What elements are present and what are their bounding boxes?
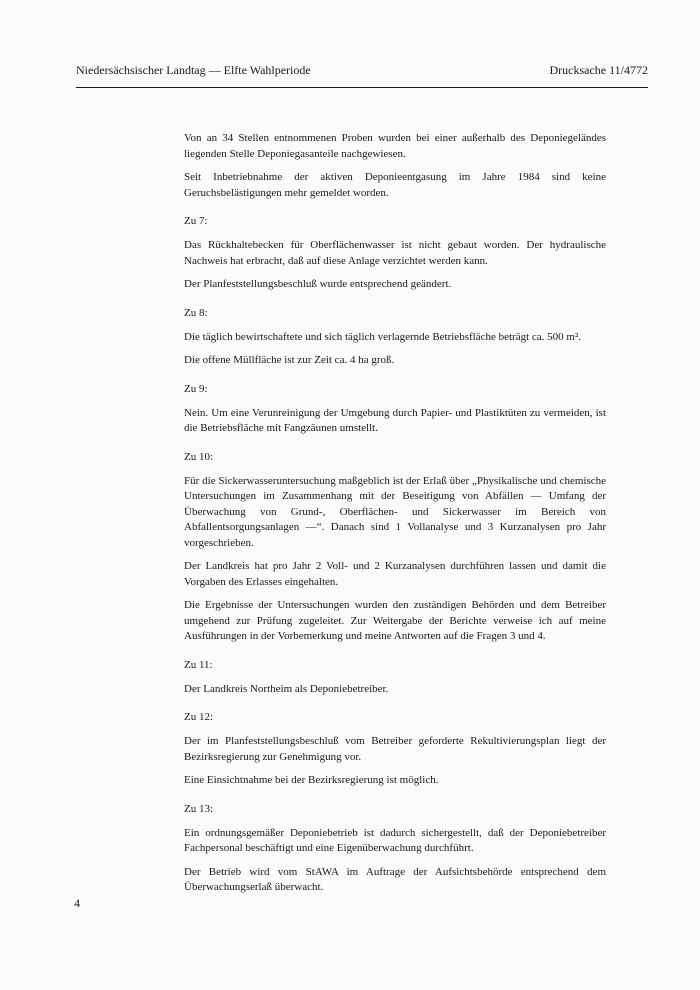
section-heading-zu-10: Zu 10: xyxy=(184,450,214,463)
page-header xyxy=(76,63,648,78)
paragraph: Nein. Um eine Verunreinigung der Umgebung durch Papier- und Plastiktüten zu vermeiden, ist die Betriebsfläche mit Fangzäunen umstellt. xyxy=(184,406,606,434)
section-heading-zu-8: Zu 8: xyxy=(184,306,208,319)
header-rule xyxy=(76,87,648,88)
paragraph: Die offene Müllfläche ist zur Zeit ca. 4 ha groß. xyxy=(184,354,395,366)
header-title: Niedersächsischer Landtag — Elfte Wahlperiode xyxy=(76,63,311,77)
paragraph: Die Ergebnisse der Untersuchungen wurden den zuständigen Behörden und dem Betreiber umgehend zur Prüfung zugeleitet. Zur Weitergabe der Berichte verweise ich auf meine Ausführungen in der Vorbemerkung und meine Antworten auf die Fragen 3 und 4. xyxy=(184,599,606,642)
paragraph: Für die Sickerwasseruntersuchung maßgeblich ist der Erlaß über „Physikalische und chemische Untersuchungen im Zusammenhang mit der Beseitigung von Abfällen — Umfang der Überwachung von Grund-, Oberflächen- und Sickerwasser im Bereich von Abfallentsorgungsanlagen —“. Danach sind 1 Vollanalyse und 3 Kurzanalysen pro Jahr vorgeschrieben. xyxy=(184,474,606,549)
paragraph: Das Rückhaltebecken für Oberflächenwasser ist nicht gebaut worden. Der hydraulische Nachweis hat erbracht, daß auf diese Anlage verzichtet werden kann. xyxy=(184,239,606,267)
paragraph: Von an 34 Stellen entnommenen Proben wurden bei einer außerhalb des Deponiegeländes liegenden Stelle Deponiegasanteile nachgewiesen. xyxy=(184,132,606,160)
section-heading-zu-9: Zu 9: xyxy=(184,382,208,395)
section-heading-zu-11: Zu 11: xyxy=(184,658,213,671)
paragraph: Seit Inbetriebnahme der aktiven Deponieentgasung im Jahre 1984 sind keine Geruchsbelästigungen mehr gemeldet worden. xyxy=(184,171,606,199)
paragraph: Der Landkreis hat pro Jahr 2 Voll- und 2 Kurzanalysen durchführen lassen und damit die Vorgaben des Erlasses eingehalten. xyxy=(184,560,606,588)
section-heading-zu-12: Zu 12: xyxy=(184,711,214,723)
paragraph: Der im Planfeststellungsbeschluß vom Betreiber geforderte Rekultivierungsplan liegt der Bezirksregierung zur Genehmigung vor. xyxy=(184,735,606,763)
paragraph: Eine Einsichtnahme bei der Bezirksregierung ist möglich. xyxy=(184,774,439,786)
document-body xyxy=(184,131,606,904)
section-heading-zu-13: Zu 13: xyxy=(184,802,214,815)
page-number: 4 xyxy=(74,896,80,910)
document-number: Drucksache 11/4772 xyxy=(549,63,648,77)
paragraph: Der Planfeststellungsbeschluß wurde entsprechend geändert. xyxy=(184,278,452,290)
paragraph: Der Betrieb wird vom StAWA im Auftrage der Aufsichtsbehörde entsprechend dem Überwachungserlaß überwacht. xyxy=(184,865,606,893)
paragraph: Ein ordnungsgemäßer Deponiebetrieb ist dadurch sichergestellt, daß der Deponiebetreiber Fachpersonal beschäftigt und eine Eigenüberwachung durchführt. xyxy=(184,826,606,854)
paragraph: Der Landkreis Northeim als Deponiebetreiber. xyxy=(184,682,389,695)
section-heading-zu-7: Zu 7: xyxy=(184,215,208,227)
paragraph: Die täglich bewirtschaftete und sich täglich verlagernde Betriebsfläche beträgt ca. 500 m². xyxy=(184,330,581,343)
